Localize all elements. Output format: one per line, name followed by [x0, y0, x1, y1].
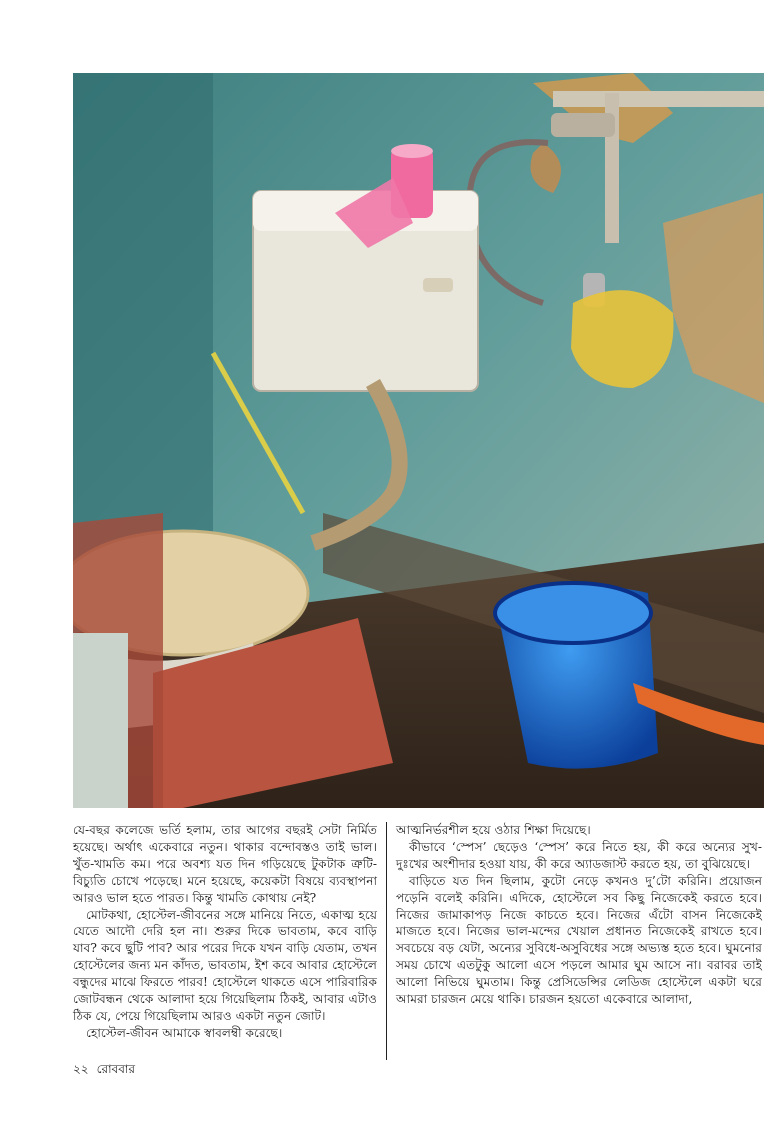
column-divider	[386, 822, 387, 1060]
page-number: ২২	[73, 1062, 89, 1076]
paragraph: বাড়িতে যত দিন ছিলাম, কুটো নেড়ে কখনও দু’টো করিনি। প্রয়োজন পড়েনি বলেই করিনি। এদিকে, হোস্টেলে সব কিছু নিজেকেই করতে হবে। নিজের জামাকাপড় নিজে কাচতে হবে। নিজের এঁটো বাসন নিজেকেই মাজতে হবে। নিজের ভাল-মন্দের খেয়াল প্রধানত নিজেকেই রাখতে হবে। সবচেয়ে বড় যেটা, অন্যের সুবিধে-অসুবিধের সঙ্গে অভ্যস্ত হতে হবে। ঘুমনোর সময় চোখে এতটুকু আলো এসে পড়লে আমার ঘুম আসে না। বরাবর তাই আলো নিভিয়ে ঘুমতাম। কিন্তু প্রেসিডেন্সির লেডিজ হোস্টেলে একটা ঘরে আমরা চারজন মেয়ে থাকি। চারজন হয়তো একেবারে আলাদা,	[396, 873, 762, 1007]
paragraph: যে-বছর কলেজে ভর্তি হলাম, তার আগের বছরই সেটা নির্মিত হয়েছে। অর্থাৎ একেবারে নতুন। থাকার বন্দোবস্তও তাই ভাল। খুঁত-খামতি কম। পরে অবশ্য যত দিন গড়িয়েছে টুকটাক ত্রুটি-বিচ্যুতি চোখে পড়েছে। মনে হয়েছে, কয়েকটা বিষয়ে ব্যবস্থাপনা আরও ভাল হতে পারত। কিন্তু খামতি কোথায় নেই?	[73, 823, 377, 905]
paragraph: হোস্টেল-জীবন আমাকে স্বাবলম্বী করেছে।	[86, 1025, 283, 1040]
wall-edge	[73, 633, 128, 808]
page-footer	[73, 1061, 143, 1081]
paragraph: আত্মনির্ভরশীল হয়ে ওঠার শিক্ষা দিয়েছে।	[396, 823, 591, 837]
bathroom-photo	[73, 73, 764, 808]
water-pipe	[553, 91, 764, 107]
article-column-left	[73, 822, 377, 1042]
magazine-name: রোববার	[96, 1062, 135, 1076]
article-column-right	[396, 822, 762, 1008]
paragraph: মোটকথা, হোস্টেল-জীবনের সঙ্গে মানিয়ে নিতে, একাত্ম হয়ে যেতে আদৌ দেরি হল না। শুরুর দিকে ভাবতাম, কবে বাড়ি যাব? কবে ছুটি পাব? আর পরের দিকে যখন বাড়ি যেতাম, তখন হোস্টেলের জন্য মন কাঁদত, ভাবতাম, ইশ কবে আবার হোস্টেলে বন্ধুদের মাঝে ফিরতে পারব! হোস্টেলে থাকতে এসে পারিবারিক জোটবন্ধন থেকে আলাদা হয়ে গিয়েছিলাম ঠিকই, আবার এটাও ঠিক যে, পেয়ে গিয়েছিলাম আরও একটা নতুন জোট।	[73, 907, 377, 1023]
paragraph: কীভাবে ‘স্পেস’ ছেড়েও ‘স্পেস’ করে নিতে হয়, কী করে অন্যের সুখ-দুঃখের অংশীদার হওয়া যায়, কী করে অ্যাডজাস্ট করতে হয়, তা বুঝিয়েছে।	[396, 839, 762, 871]
